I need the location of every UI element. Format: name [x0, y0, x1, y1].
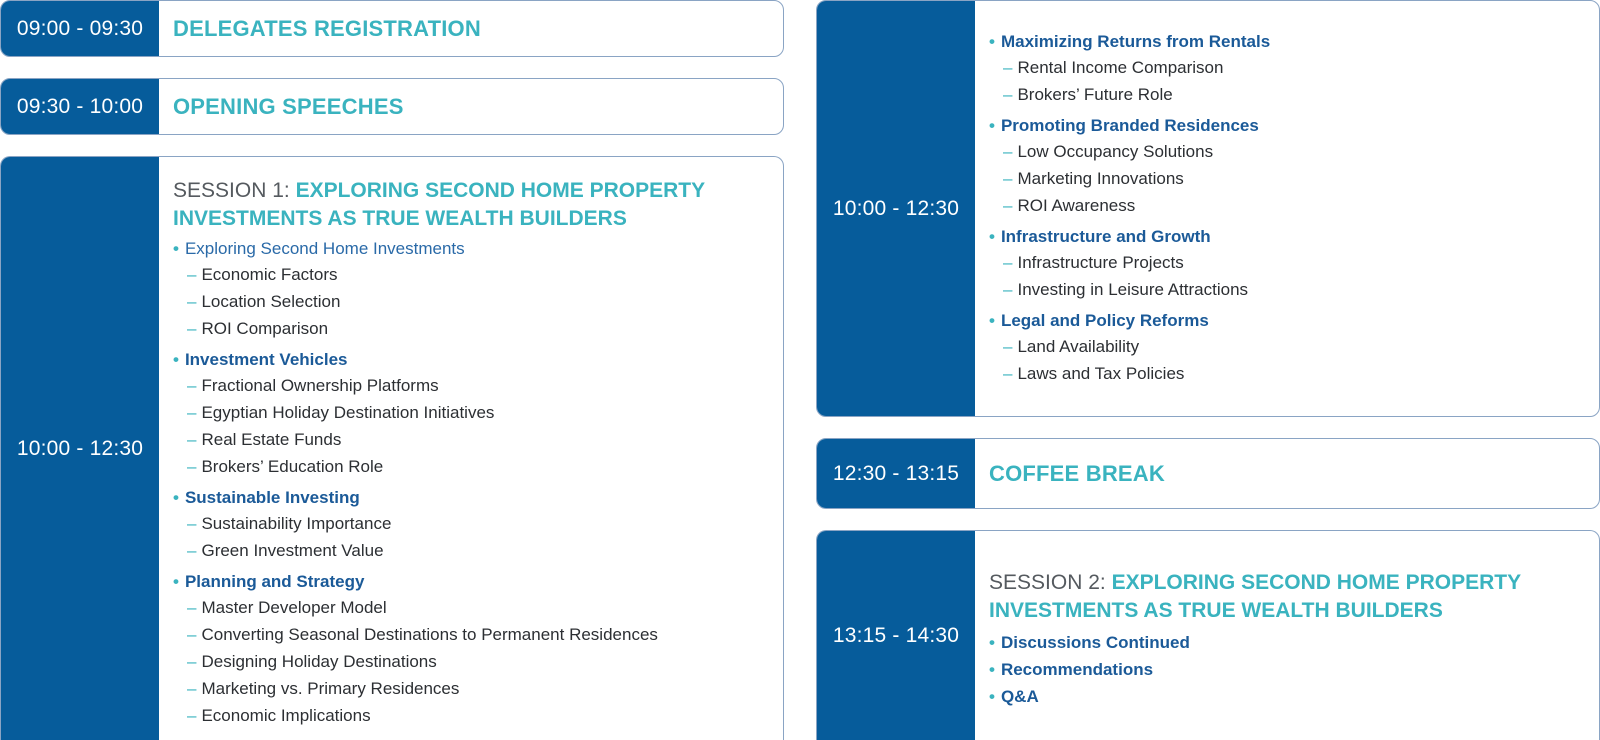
dash-icon: –	[187, 625, 197, 644]
topic-item: Economic Factors	[201, 265, 338, 284]
registration-title: DELEGATES REGISTRATION	[173, 15, 481, 41]
dash-icon: –	[1003, 196, 1013, 215]
dash-icon: –	[1003, 364, 1013, 383]
session1-prefix: SESSION 1:	[173, 179, 290, 202]
topic-title: Promoting Branded Residences	[1000, 116, 1259, 135]
topic-item: Location Selection	[201, 292, 341, 311]
dash-icon: –	[187, 514, 197, 533]
topic-item: Green Investment Value	[201, 541, 384, 560]
topic-item: ROI Awareness	[1017, 196, 1136, 215]
topic-title: Planning and Strategy	[184, 572, 365, 591]
topic-item: Marketing Innovations	[1017, 169, 1184, 188]
topic-title: Sustainable Investing	[184, 488, 360, 507]
topic-item: Low Occupancy Solutions	[1017, 142, 1214, 161]
dash-icon: –	[187, 403, 197, 422]
dash-icon: –	[187, 292, 197, 311]
topic-item: Fractional Ownership Platforms	[201, 376, 439, 395]
topic-title: Maximizing Returns from Rentals	[1000, 32, 1271, 51]
session2-prefix: SESSION 2:	[989, 571, 1106, 594]
topic-item: Master Developer Model	[201, 598, 387, 617]
session1-topic	[989, 30, 1599, 108]
topic-item: Brokers’ Education Role	[201, 457, 384, 476]
session2-card	[816, 530, 1600, 740]
session1-heading	[173, 177, 783, 233]
dash-icon: –	[187, 706, 197, 725]
bullet-text: Q&A	[1000, 687, 1039, 706]
coffee-time: 12:30 - 13:15	[817, 439, 975, 508]
topic-item: Investing in Leisure Attractions	[1017, 280, 1249, 299]
opening-title: OPENING SPEECHES	[173, 93, 404, 119]
bullet-icon: •	[989, 660, 995, 679]
topic-item: Brokers’ Future Role	[1017, 85, 1173, 104]
session2-heading	[989, 569, 1599, 625]
topic-item: Infrastructure Projects	[1017, 253, 1184, 272]
dash-icon: –	[187, 679, 197, 698]
session1-title: EXPLORING SECOND HOME PROPERTY INVESTMENTS AS TRUE WEALTH BUILDERS	[173, 179, 705, 230]
bullet-icon: •	[989, 227, 995, 246]
coffee-card	[816, 438, 1600, 509]
session2-time: 13:15 - 14:30	[817, 531, 975, 740]
topic-item: Designing Holiday Destinations	[201, 652, 437, 671]
topic-item: Converting Seasonal Destinations to Permanent Residences	[201, 625, 658, 644]
session1-topic	[989, 114, 1599, 219]
bullet-icon: •	[173, 350, 179, 369]
coffee-title: COFFEE BREAK	[989, 460, 1165, 486]
dash-icon: –	[187, 457, 197, 476]
topic-item: Real Estate Funds	[201, 430, 342, 449]
session1-topic	[173, 570, 783, 729]
topic-item: Rental Income Comparison	[1017, 58, 1224, 77]
bullet-icon: •	[989, 32, 995, 51]
bullet-icon: •	[989, 687, 995, 706]
topic-item: Marketing vs. Primary Residences	[201, 679, 460, 698]
topic-item: Laws and Tax Policies	[1017, 364, 1185, 383]
dash-icon: –	[187, 598, 197, 617]
topic-title: Legal and Policy Reforms	[1000, 311, 1209, 330]
session2-bullet	[989, 683, 1599, 710]
session1-topic	[173, 237, 783, 342]
session1-continued-time: 10:00 - 12:30	[817, 1, 975, 416]
dash-icon: –	[1003, 169, 1013, 188]
topic-item: Egyptian Holiday Destination Initiatives	[201, 403, 495, 422]
session1-continued-card	[816, 0, 1600, 417]
session2-bullet	[989, 629, 1599, 656]
bullet-icon: •	[989, 311, 995, 330]
registration-time: 09:00 - 09:30	[1, 1, 159, 56]
registration-card	[0, 0, 784, 57]
dash-icon: –	[1003, 280, 1013, 299]
dash-icon: –	[187, 319, 197, 338]
dash-icon: –	[1003, 58, 1013, 77]
bullet-icon: •	[989, 633, 995, 652]
bullet-icon: •	[173, 572, 179, 591]
topic-item: Land Availability	[1017, 337, 1140, 356]
opening-time: 09:30 - 10:00	[1, 79, 159, 134]
bullet-icon: •	[989, 116, 995, 135]
dash-icon: –	[1003, 337, 1013, 356]
topic-title: Exploring Second Home Investments	[184, 239, 465, 258]
topic-title: Investment Vehicles	[184, 350, 348, 369]
opening-card	[0, 78, 784, 135]
session1-topic	[989, 225, 1599, 303]
session1-topic	[173, 348, 783, 480]
bullet-icon: •	[173, 488, 179, 507]
session1-topic	[989, 309, 1599, 387]
dash-icon: –	[187, 541, 197, 560]
topic-item: Economic Implications	[201, 706, 371, 725]
topic-title: Infrastructure and Growth	[1000, 227, 1211, 246]
session1-topic	[173, 486, 783, 564]
session2-title: EXPLORING SECOND HOME PROPERTY INVESTMENTS AS TRUE WEALTH BUILDERS	[989, 571, 1521, 622]
dash-icon: –	[1003, 85, 1013, 104]
session1-time: 10:00 - 12:30	[1, 157, 159, 740]
dash-icon: –	[187, 376, 197, 395]
bullet-text: Recommendations	[1000, 660, 1154, 679]
dash-icon: –	[187, 430, 197, 449]
session2-bullet	[989, 656, 1599, 683]
session1-card	[0, 156, 784, 740]
topic-item: ROI Comparison	[201, 319, 329, 338]
dash-icon: –	[1003, 253, 1013, 272]
topic-item: Sustainability Importance	[201, 514, 392, 533]
dash-icon: –	[187, 265, 197, 284]
bullet-text: Discussions Continued	[1000, 633, 1190, 652]
bullet-icon: •	[173, 239, 179, 258]
dash-icon: –	[187, 652, 197, 671]
dash-icon: –	[1003, 142, 1013, 161]
